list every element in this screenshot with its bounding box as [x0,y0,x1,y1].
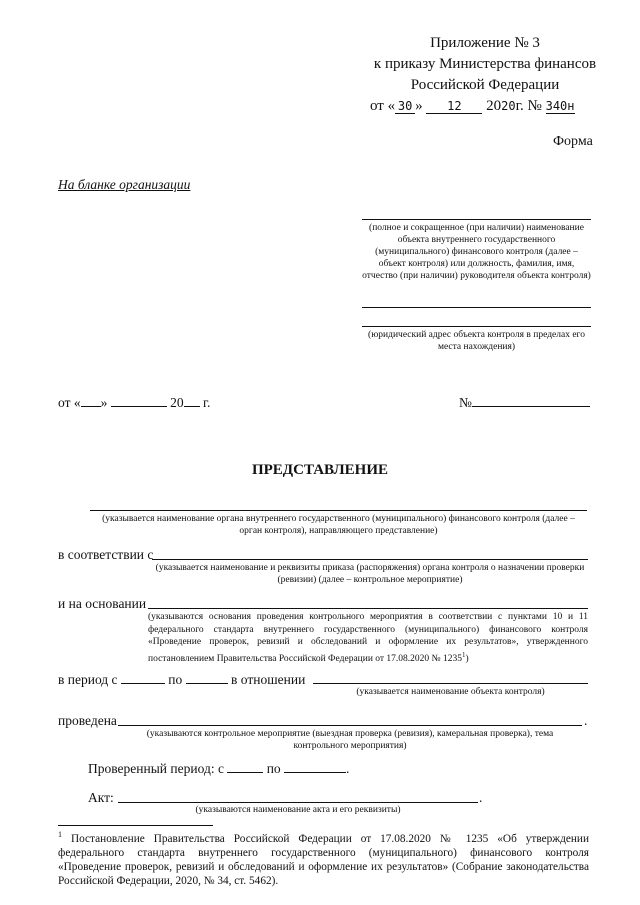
footnote-text: Постановление Правительства Российской Федерации от 17.08.2020 № 1235 «Об утверждении федерального стандарта внутреннего государственного (муниципального) финансового контроля «Проведение проверок, ревизий и обследований и оформление их результатов» (Собрание законодательства Российской Федерации, 2020, № 34, ст. 5462). [58,832,589,887]
doc-year-prefix: 20 [170,395,184,410]
checked-dot: . [346,761,350,776]
order-date-line [370,96,630,117]
basis-line[interactable] [148,608,588,609]
period-row [58,671,305,688]
conducted-label: проведена [58,713,117,728]
document-date [58,394,210,411]
basis-hint-text: (указываются основания проведения контрольного мероприятия в соответствии с пунктами 10 и 11 федерального стандарта внутреннего государственного (муниципального) финансового контроля «Проведение проверок, ревизий и обследований и оформление их результатов», утвержденного постановлением Правительства Российской Федерации от 17.08.2020 № 1235 [148,612,588,664]
basis-label: и на основании [58,596,147,611]
conducted-dot: . [584,713,588,728]
accordance-label: в соответствии с [58,547,154,562]
recipient-extra-line[interactable] [362,307,591,308]
doc-number-field[interactable] [472,394,590,407]
period-relation-label: в отношении [231,672,306,687]
blank-label: На бланке организации [58,177,191,192]
organ-line[interactable] [90,510,587,511]
accordance-line[interactable] [152,559,588,560]
footnote-separator [58,825,213,826]
doc-year-g: г. [202,395,211,410]
act-label: Акт: [88,790,114,805]
recipient-address-hint: (юридический адрес объекта контроля в пределах его места нахождения) [368,330,585,352]
number-sign: № [459,395,472,410]
checked-to-field[interactable] [284,760,346,773]
order-date-prefix: от « [370,98,396,114]
doc-year-field[interactable] [184,394,200,407]
doc-day-field[interactable] [81,394,101,407]
footnote [58,828,589,888]
recipient-address-line[interactable] [362,326,591,327]
order-year-suffix: 20 [501,99,516,113]
act-line[interactable] [118,802,478,803]
footnote-mark: 1 [58,830,62,839]
checked-to-label: по [266,761,281,776]
recipient-name-hint: (полное и сокращенное (при наличии) наименование объекта внутреннего государственного (муниципального) финансового контроля (далее – объект контроля) или должность, фамилия, имя, отчество (при наличии) руководителя объекта контроля) [362,223,591,281]
conducted-line[interactable] [118,725,582,726]
conducted-hint: (указываются контрольное мероприятие (выездная проверка (ревизия), камеральная проверка), тема контрольного мероприятия) [146,729,554,751]
basis-hint [148,611,588,665]
act-dot: . [479,790,483,805]
appendix-line-1: Приложение № 3 [430,35,540,51]
basis-footnote-mark: 1 [462,650,466,659]
order-number: 340н [545,99,575,113]
document-number [459,394,590,411]
order-day-close: » [415,98,423,114]
doc-month-field[interactable] [111,394,167,407]
appendix-line-3: Российской Федерации [410,77,560,93]
checked-period-row [88,760,349,777]
period-to-label: по [168,672,183,687]
doc-date-close: » [100,395,108,410]
checked-from-field[interactable] [227,760,263,773]
page-title: ПРЕДСТАВЛЕНИЕ [251,462,389,478]
order-day: 30 [395,99,415,114]
accordance-hint: (указывается наименование и реквизиты приказа (распоряжения) органа контроля о назначении проверки (ревизии) (далее – контрольное мероприятие) [155,563,585,585]
appendix-line-2: к приказу Министерства финансов [373,56,597,72]
period-to-field[interactable] [186,671,228,684]
period-from-field[interactable] [121,671,165,684]
order-month: 12 [426,99,482,114]
relation-hint: (указывается наименование объекта контроля) [356,687,545,697]
checked-period-label: Проверенный период: с [88,761,224,776]
basis-hint-close: ) [465,653,469,664]
relation-line[interactable] [313,683,588,684]
recipient-name-line[interactable] [362,219,591,220]
period-from-label: в период с [58,672,118,687]
act-hint: (указываются наименование акта и его реквизиты) [195,805,401,815]
organ-hint: (указывается наименование органа внутреннего государственного (муниципального) финансового контроля (далее – орган контроля), направляющего представление) [102,514,575,536]
form-label: Форма [553,134,593,149]
order-year-prefix: 20 [486,98,502,114]
appendix-header [340,33,630,96]
doc-date-prefix: от « [58,395,81,410]
order-year-g: г. № [515,98,542,114]
